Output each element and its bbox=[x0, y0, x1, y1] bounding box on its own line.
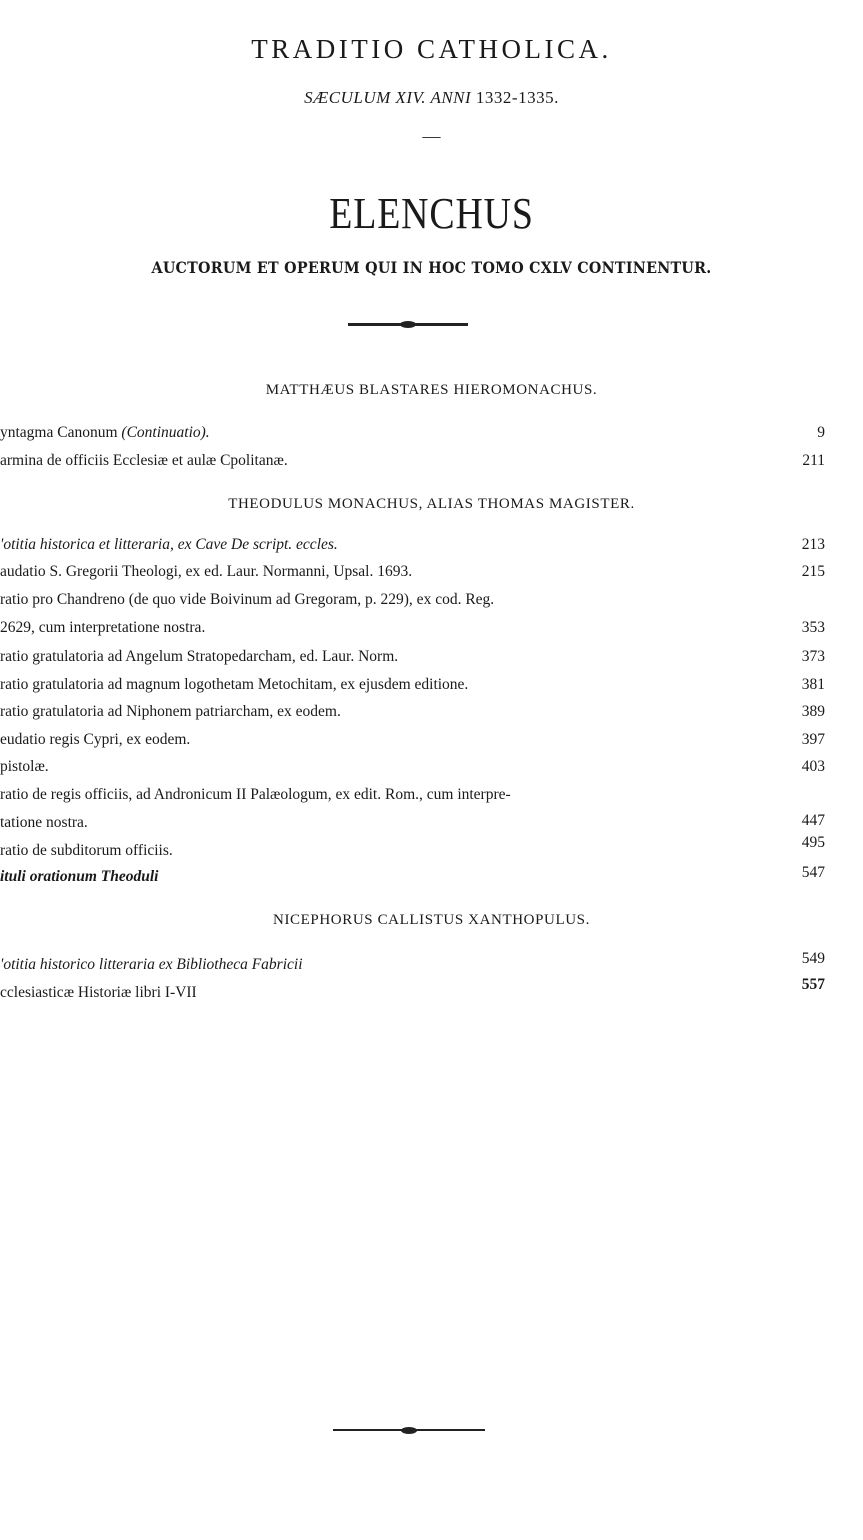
toc-entry: yntagma Canonum (Continuatio). bbox=[0, 424, 210, 441]
toc-entry: cclesiasticæ Historiæ libri I-VII bbox=[0, 984, 197, 1001]
century-years: 1332-1335. bbox=[475, 88, 559, 107]
elenchus-title: ELENCHUS bbox=[329, 189, 534, 238]
toc-entry: ratio pro Chandreno (de quo vide Boivinum ad Gregoram, p. 229), ex cod. Reg. bbox=[0, 591, 495, 608]
page-number: 9 bbox=[817, 424, 825, 441]
toc-entry: ratio gratulatoria ad Angelum Stratopedarcham, ed. Laur. Norm. bbox=[0, 648, 399, 665]
page-number: 447 bbox=[801, 812, 825, 829]
ornament-rule-top bbox=[348, 323, 468, 326]
section-heading-nicephorus: NICEPHORUS CALLISTUS XANTHOPULUS. bbox=[273, 912, 590, 928]
page-number: 381 bbox=[801, 676, 825, 693]
page-number: 213 bbox=[801, 536, 825, 553]
toc-entry: 'otitia historico litteraria ex Bibliotheca Fabricii bbox=[0, 956, 303, 973]
toc-entry: ratio de regis officiis, ad Andronicum II Palæologum, ex edit. Rom., cum interpre- bbox=[0, 786, 511, 803]
toc-entry: ratio gratulatoria ad Niphonem patriarcham, ex eodem. bbox=[0, 703, 341, 720]
toc-entry: 'otitia historica et litteraria, ex Cave De script. eccles. bbox=[0, 536, 338, 553]
page-number: 397 bbox=[801, 731, 825, 748]
toc-entry: ituli orationum Theoduli bbox=[0, 868, 159, 885]
toc-entry-continuation: tatione nostra. bbox=[0, 814, 88, 831]
page-number: 389 bbox=[801, 703, 825, 720]
page-number: 495 bbox=[801, 834, 825, 851]
separator-dash: — bbox=[422, 126, 441, 146]
toc-entry-continuation: 2629, cum interpretatione nostra. bbox=[0, 619, 206, 636]
page-number: 353 bbox=[801, 619, 825, 636]
toc-entry: ratio gratulatoria ad magnum logothetam Metochitam, ex ejusdem editione. bbox=[0, 676, 469, 693]
page-number: 403 bbox=[801, 758, 825, 775]
ornament-rule-bottom bbox=[333, 1429, 485, 1431]
toc-entry: pistolæ. bbox=[0, 758, 49, 775]
section-heading-theodulus: THEODULUS MONACHUS, ALIAS THOMAS MAGISTER. bbox=[228, 496, 635, 512]
page-number: 557 bbox=[801, 976, 825, 993]
century-subtitle bbox=[0, 88, 863, 108]
page-number: 549 bbox=[801, 950, 825, 967]
page-number: 215 bbox=[801, 563, 825, 580]
toc-entry: audatio S. Gregorii Theologi, ex ed. Laur. Normanni, Upsal. 1693. bbox=[0, 563, 413, 580]
toc-entry: armina de officiis Ecclesiæ et aulæ Cpolitanæ. bbox=[0, 452, 288, 469]
page-number: 547 bbox=[801, 864, 825, 881]
elenchus-subtitle: AUCTORUM ET OPERUM QUI IN HOC TOMO CXLV CONTINENTUR. bbox=[151, 258, 712, 277]
toc-entry: eudatio regis Cypri, ex eodem. bbox=[0, 731, 191, 748]
running-title: TRADITIO CATHOLICA. bbox=[251, 34, 612, 64]
toc-entry: ratio de subditorum officiis. bbox=[0, 842, 173, 859]
section-heading-blastares: MATTHÆUS BLASTARES HIEROMONACHUS. bbox=[265, 382, 598, 398]
page-number: 211 bbox=[802, 452, 825, 469]
page-number: 373 bbox=[801, 648, 825, 665]
century-italic: SÆCULUM XIV. ANNI bbox=[304, 88, 472, 107]
